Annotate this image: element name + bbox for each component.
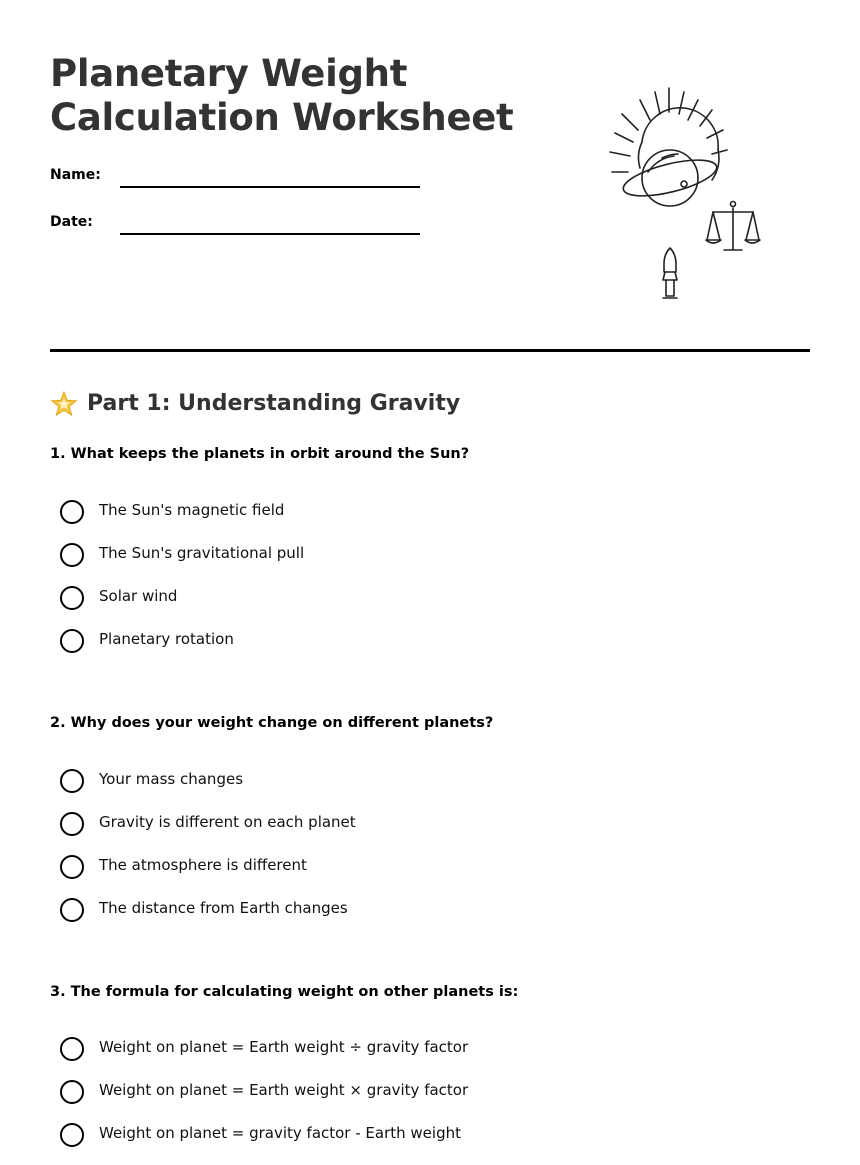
title-line-2: Calculation Worksheet [50, 96, 514, 139]
question-3 [50, 982, 810, 1142]
title-line-1: Planetary Weight [50, 52, 408, 95]
question-1-option-b[interactable] [60, 542, 760, 585]
radio-button[interactable] [60, 543, 84, 567]
glowing-star-icon [50, 390, 78, 418]
radio-button[interactable] [60, 586, 84, 610]
option-label: Your mass changes [99, 770, 244, 788]
option-label: Weight on planet = Earth weight × gravity factor [99, 1081, 469, 1099]
radio-button[interactable] [60, 898, 84, 922]
radio-button[interactable] [60, 1080, 84, 1104]
question-1-options [60, 499, 760, 671]
option-label: Weight on planet = gravity factor - Earth weight [99, 1124, 461, 1142]
radio-button[interactable] [60, 500, 84, 524]
option-label: The distance from Earth changes [99, 899, 348, 917]
section-title-text: Part 1: Understanding Gravity [87, 391, 461, 416]
space-illustration [600, 80, 770, 310]
name-label: Name: [50, 167, 101, 183]
question-3-options [60, 1036, 760, 1165]
radio-button[interactable] [60, 812, 84, 836]
section-heading-part-1 [50, 388, 460, 420]
radio-button[interactable] [60, 855, 84, 879]
option-label: Planetary rotation [99, 630, 234, 648]
date-blank-line[interactable] [120, 233, 420, 235]
option-label: The Sun's gravitational pull [99, 544, 305, 562]
saturn-planet-icon [620, 150, 720, 206]
question-1 [50, 444, 810, 648]
date-label: Date: [50, 214, 93, 230]
radio-button[interactable] [60, 1123, 84, 1147]
name-blank-line[interactable] [120, 186, 420, 188]
question-2 [50, 713, 810, 917]
rocket-icon [663, 248, 677, 298]
question-2-option-d[interactable] [60, 897, 760, 940]
option-label: The Sun's magnetic field [99, 501, 285, 519]
date-field [50, 213, 430, 243]
question-2-text: 2. Why does your weight change on different planets? [50, 715, 494, 731]
question-2-option-c[interactable] [60, 854, 760, 897]
radio-button[interactable] [60, 629, 84, 653]
page-title [50, 52, 570, 140]
name-field [50, 166, 430, 196]
option-label: Gravity is different on each planet [99, 813, 356, 831]
question-3-option-a[interactable] [60, 1036, 760, 1079]
question-3-option-c[interactable] [60, 1122, 760, 1165]
header-divider [50, 349, 810, 352]
question-1-option-c[interactable] [60, 585, 760, 628]
sun-icon [610, 88, 727, 180]
question-2-option-b[interactable] [60, 811, 760, 854]
question-1-option-a[interactable] [60, 499, 760, 542]
question-1-text: 1. What keeps the planets in orbit around the Sun? [50, 446, 470, 462]
question-3-option-b[interactable] [60, 1079, 760, 1122]
balance-scale-icon [706, 202, 760, 251]
question-1-option-d[interactable] [60, 628, 760, 671]
option-label: The atmosphere is different [99, 856, 307, 874]
radio-button[interactable] [60, 1037, 84, 1061]
option-label: Solar wind [99, 587, 178, 605]
question-3-text: 3. The formula for calculating weight on other planets is: [50, 984, 519, 1000]
question-2-options [60, 768, 760, 940]
option-label: Weight on planet = Earth weight ÷ gravity factor [99, 1038, 469, 1056]
radio-button[interactable] [60, 769, 84, 793]
question-2-option-a[interactable] [60, 768, 760, 811]
